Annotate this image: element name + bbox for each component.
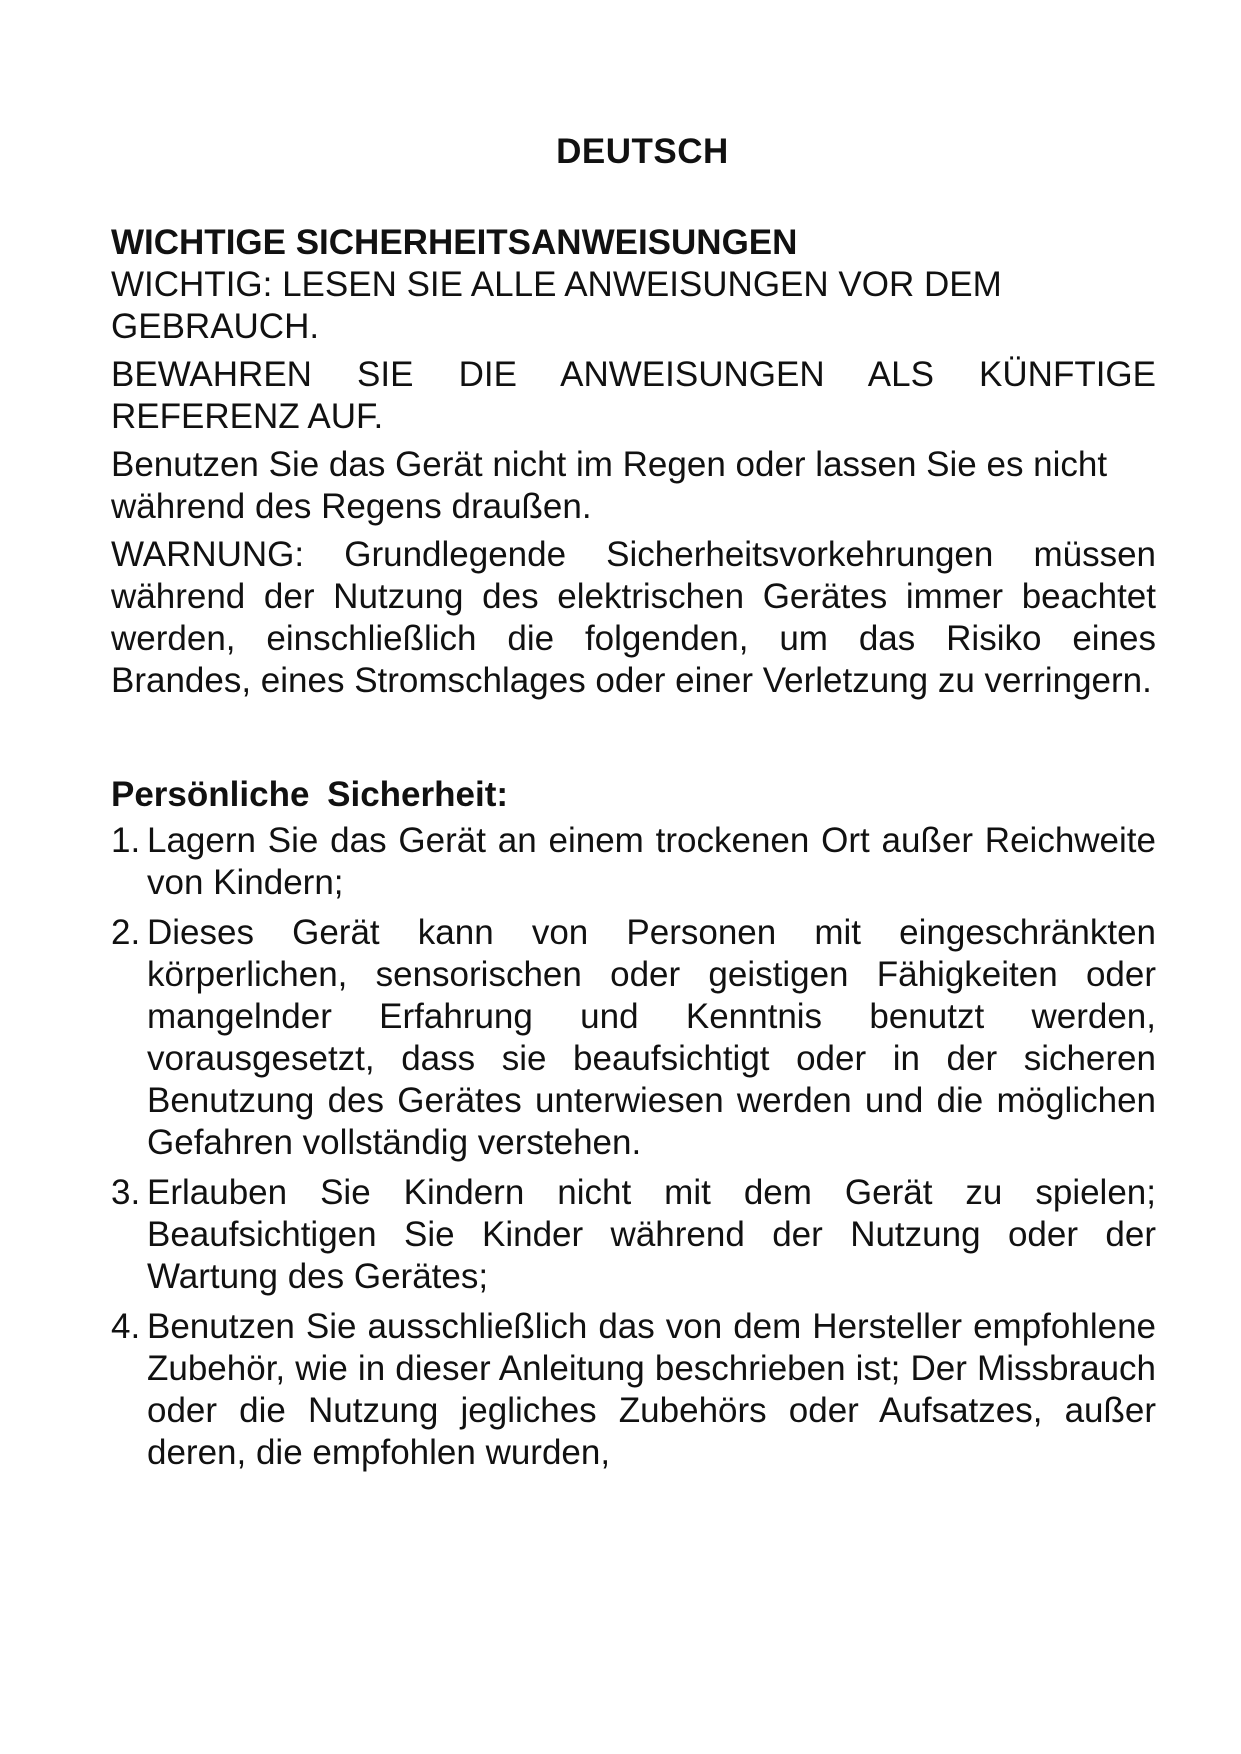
important-read-notice: WICHTIG: LESEN SIE ALLE ANWEISUNGEN VOR DEM GEBRAUCH. [111,265,1002,346]
personal-safety-section [111,774,1156,1474]
list-item-text: Lagern Sie das Gerät an einem trockenen Ort außer Reichweite von Kindern; [147,821,1156,902]
list-item-number: 1. [111,821,141,860]
list-item-number: 4. [111,1307,141,1346]
list-item [111,912,1156,1164]
list-item [111,1172,1156,1298]
rain-warning: Benutzen Sie das Gerät nicht im Regen oder lassen Sie es nicht während des Regens draußen. [111,445,1108,526]
language-heading: DEUTSCH [556,132,729,171]
keep-instructions-notice: BEWAHREN SIE DIE ANWEISUNGEN ALS KÜNFTIGE REFERENZ AUF. [111,355,1156,436]
list-item [111,1306,1156,1474]
list-item-text: Erlauben Sie Kindern nicht mit dem Gerät zu spielen; Beaufsichtigen Sie Kinder während der Nutzung oder der Wartung des Gerätes; [147,1173,1156,1296]
page-content [111,222,1156,1482]
list-item-number: 2. [111,913,141,952]
personal-safety-heading: Persönliche Sicherheit: [111,775,509,814]
general-warning: WARNUNG: Grundlegende Sicherheitsvorkehrungen müssen während der Nutzung des elektrischen Gerätes immer beachtet werden, einschließlich die folgenden, um das Risiko eines Brandes, eines Stromschlages oder einer Verletzung zu verringern. [111,535,1156,700]
safety-heading: WICHTIGE SICHERHEITSANWEISUNGEN [111,223,798,262]
safety-instructions-section [111,222,1156,702]
safety-list [111,820,1156,1474]
list-item-text: Benutzen Sie ausschließlich das von dem Hersteller empfohlene Zubehör, wie in dieser Anleitung beschrieben ist; Der Missbrauch oder die Nutzung jegliches Zubehörs oder Aufsatzes, außer deren, die empfohlen wurden, [147,1307,1156,1472]
list-item [111,820,1156,904]
list-item-text: Dieses Gerät kann von Personen mit eingeschränkten körperlichen, sensorischen oder geistigen Fähigkeiten oder mangelnder Erfahrung und Kenntnis benutzt werden, vorausgesetzt, dass sie beaufsichtigt oder in der sicheren Benutzung des Gerätes unterwiesen werden und die möglichen Gefahren vollständig verstehen. [147,913,1156,1162]
list-item-number: 3. [111,1173,141,1212]
